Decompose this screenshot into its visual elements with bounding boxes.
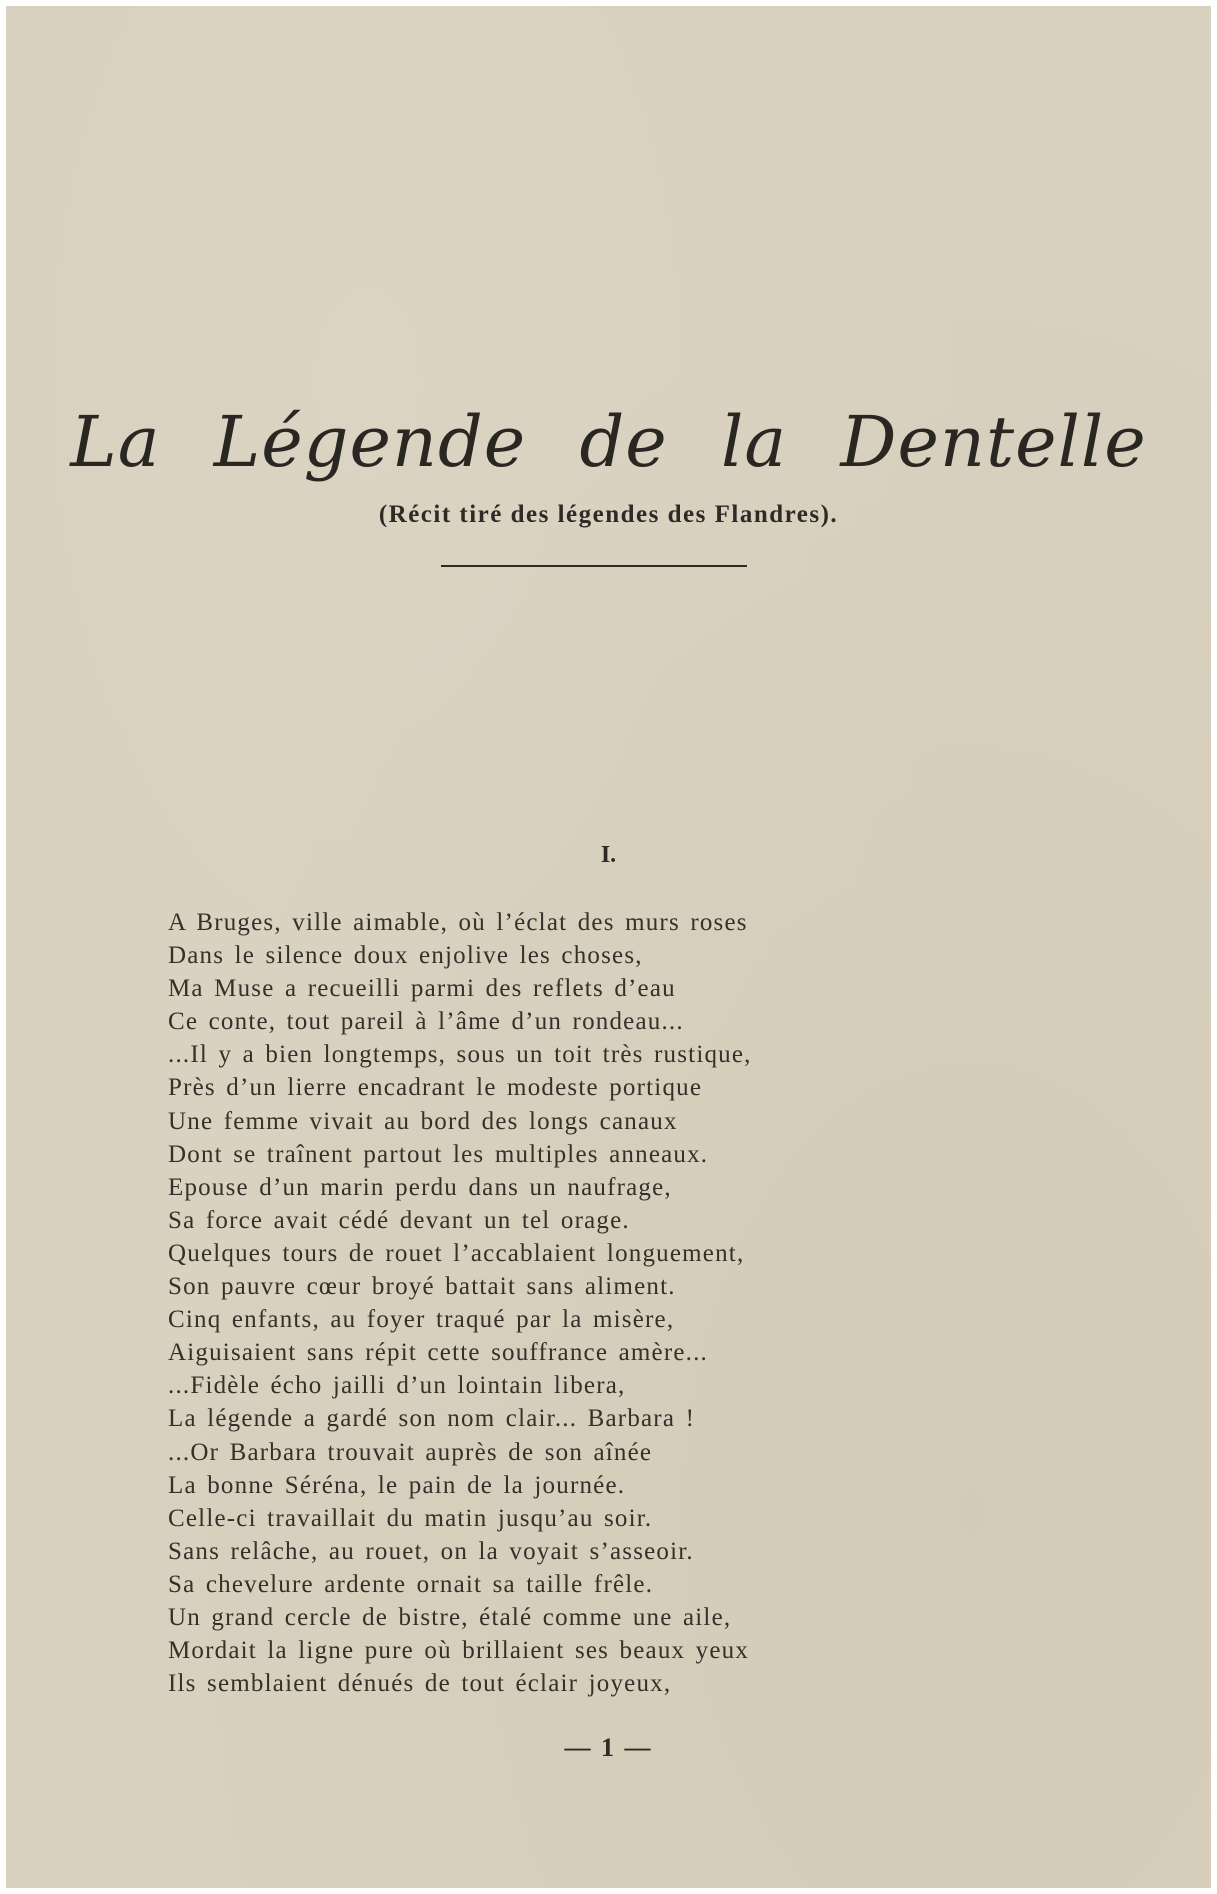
verse-line: Dont se traînent partout les multiples anneaux. bbox=[168, 1140, 709, 1168]
verse-line: Epouse d’un marin perdu dans un naufrage, bbox=[168, 1173, 672, 1201]
verse-line: Sans relâche, au rouet, on la voyait s’asseoir. bbox=[168, 1537, 694, 1565]
page-number: — 1 — bbox=[564, 1733, 653, 1762]
page-title: La Légende de la Dentelle bbox=[70, 401, 1147, 483]
verse-line: Mordait la ligne pure où brillaient ses beaux yeux bbox=[168, 1637, 750, 1665]
verse-line: La bonne Séréna, le pain de la journée. bbox=[168, 1471, 626, 1499]
verse-line: Ils semblaient dénués de tout éclair joyeux, bbox=[168, 1670, 672, 1698]
verse-line: ...Or Barbara trouvait auprès de son aînée bbox=[168, 1438, 653, 1466]
verse-line: Quelques tours de rouet l’accablaient longuement, bbox=[168, 1239, 745, 1267]
verse-line: Aiguisaient sans répit cette souffrance amère... bbox=[168, 1339, 709, 1367]
subtitle: (Récit tiré des légendes des Flandres). bbox=[378, 501, 839, 528]
verse-line: Cinq enfants, au foyer traqué par la misère, bbox=[168, 1306, 675, 1334]
verse-line: Sa force avait cédé devant un tel orage. bbox=[168, 1206, 630, 1234]
verse-line: ...Fidèle écho jailli d’un lointain libera, bbox=[168, 1372, 626, 1400]
verse-line: Son pauvre cœur broyé battait sans aliment. bbox=[168, 1273, 676, 1301]
verse-line: La légende a gardé son nom clair... Barbara ! bbox=[168, 1405, 696, 1433]
verse-line: ...Il y a bien longtemps, sous un toit très rustique, bbox=[168, 1041, 752, 1069]
verse-line: Près d’un lierre encadrant le modeste portique bbox=[168, 1074, 703, 1102]
verse-line: Dans le silence doux enjolive les choses, bbox=[168, 942, 643, 970]
document-page bbox=[6, 6, 1211, 1888]
verse-line: Une femme vivait au bord des longs canaux bbox=[168, 1107, 678, 1135]
verse-line: Celle-ci travaillait du matin jusqu’au soir. bbox=[168, 1504, 653, 1532]
verse-line: Ce conte, tout pareil à l’âme d’un rondeau... bbox=[168, 1008, 684, 1036]
verse-line: Un grand cercle de bistre, étalé comme une aile, bbox=[168, 1603, 732, 1631]
title-divider bbox=[441, 565, 747, 567]
verse-line: Ma Muse a recueilli parmi des reflets d’eau bbox=[168, 975, 676, 1003]
section-number: I. bbox=[600, 842, 617, 868]
poem-verses bbox=[168, 906, 752, 1700]
verse-line: A Bruges, ville aimable, où l’éclat des murs roses bbox=[168, 909, 748, 936]
verse-line: Sa chevelure ardente ornait sa taille frêle. bbox=[168, 1570, 654, 1598]
